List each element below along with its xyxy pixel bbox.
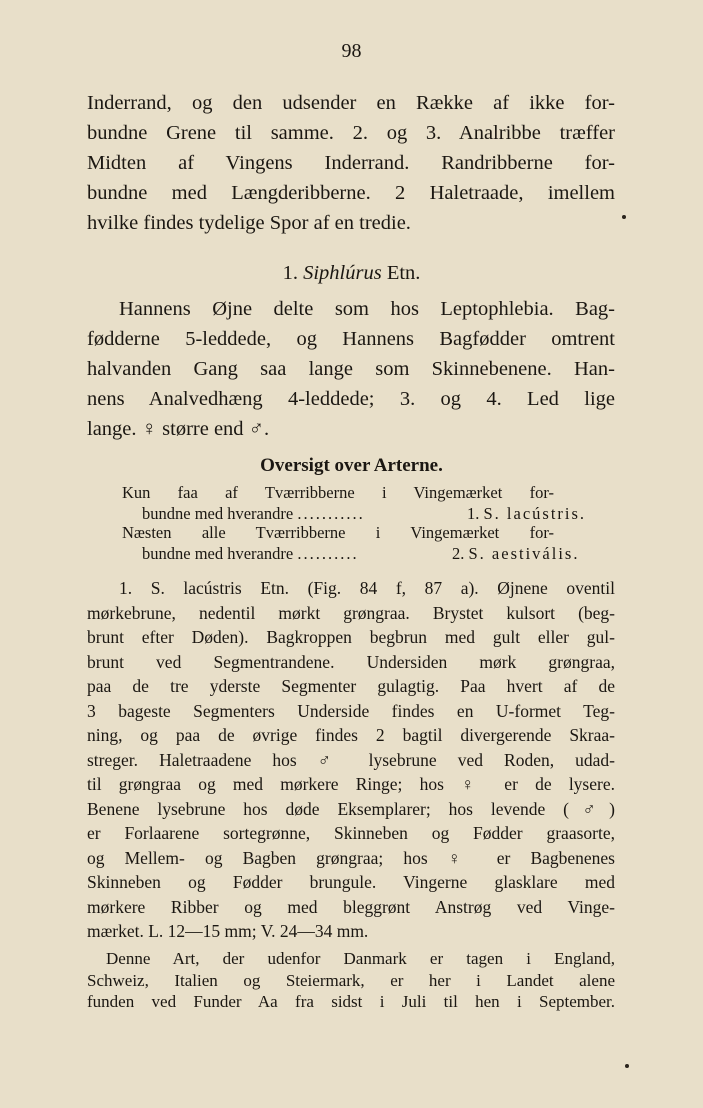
text-line: bundne Grene til samme. 2. og 3. Analribbe træffer [87,122,615,144]
text-line: mørkere Ribber og med bleggrønt Anstrøg ved Vinge- [87,896,615,917]
text-line: Benene lysebrune hos døde Eksemplarer; hos levende (♂) [87,798,615,819]
text-line: halvanden Gang saa lange som Skinnebenene. Han- [87,358,615,380]
text-line: Inderrand, og den udsender en Rækkе af ikke for- [87,92,615,114]
text-line: nens Analvedhæng 4-leddede; 3. og 4. Led lige [87,388,615,410]
leader-dots: ........... [297,504,365,523]
key-entry-1-line-1: Kun faa af Tværribberne i Vingemærket for- [122,483,554,502]
text-line: er Forlaarene sortegrønne, Skinneben og Fødder graasorte, [87,823,615,843]
text-line: til grøngraa og med mørkere Ringe; hos ♀ er de lysere. [87,774,615,794]
page-number: 98 [341,40,362,62]
text-line: mærket. L. 12—15 mm; V. 24—34 mm. [87,921,369,941]
text-line: Midten af Vingens Inderrand. Randribberne for- [87,152,615,174]
intro-paragraph [87,88,615,238]
leader-dots: .......... [297,544,359,563]
text-line: lange. ♀ større end ♂. [87,418,270,440]
key-entry-2-line-2: bundne med hverandre .......... [142,544,359,563]
key-entry-2-line-1: Næsten alle Tværribberne i Vingemærket for- [122,523,554,542]
distribution-paragraph [87,948,615,1013]
species-name: S. lacústris. [483,504,587,523]
text-line: streger. Haletraadene hos ♂ lysebrune ved Roden, udad- [87,749,615,770]
genus-name: Siphlúrus [303,262,382,284]
key-entry-1-result: 1. S. lacústris. [467,504,587,523]
text-line: ning, og paa de øvrige findes 2 bagtil divergerende Skraa- [87,725,615,745]
text-line: Denne Art, der udenfor Danmark er tagen i England, [106,949,615,968]
text-line: Hannens Øjne delte som hos Leptophlebia. Bag- [119,298,615,320]
text-line: 3 bageste Segmenters Underside findes en U-formet Teg- [87,700,615,721]
text-line: mørkebrune, nedentil mørkt grøngraa. Brystet kulsort (beg- [87,602,615,623]
text-line: Skinneben og Fødder brungule. Vingerne glasklare med [87,872,615,892]
genus-heading [0,262,703,285]
text-line: 1. S. lacústris Etn. (Fig. 84 f, 87 a). Øjnene oventil [119,578,615,598]
overview-title: Oversigt over Arterne. [260,455,443,476]
text-line: funden ved Funder Aa fra sidst i Juli til hen i September. [87,992,615,1011]
key-entry-1-line-2: bundne med hverandre ........... [142,504,365,523]
text-line: hvilke findes tydelige Spor af en tredie. [87,212,411,234]
species-name: S. aestivális. [468,544,580,563]
text-line: og Mellem- og Bagben grøngraa; hos ♀ er Bagbenenes [87,847,615,868]
genus-description [87,294,615,444]
text-line: Schweiz, Italien og Steiermark, er her i Landet alene [87,970,615,990]
genus-number: 1. [282,262,298,284]
print-speck [625,1064,629,1068]
print-speck [622,215,626,219]
genus-author: Etn. [386,262,421,284]
key-entry-2-result: 2. S. aestivális. [452,544,580,563]
text-line: brunt efter Døden). Bagkroppen begbrun med gult eller gul- [87,627,615,647]
text-line: fødderne 5-leddede, og Hannens Bagfødder omtrent [87,328,615,350]
text-line: bundne med Længderibberne. 2 Haletraade, imellem [87,182,615,204]
text-line: brunt ved Segmentrandene. Undersiden mørk grøngraa, [87,651,615,672]
species-description [87,576,615,944]
text-line: paa de tre yderste Segmenter gulagtig. Paa hvert af de [87,676,615,696]
